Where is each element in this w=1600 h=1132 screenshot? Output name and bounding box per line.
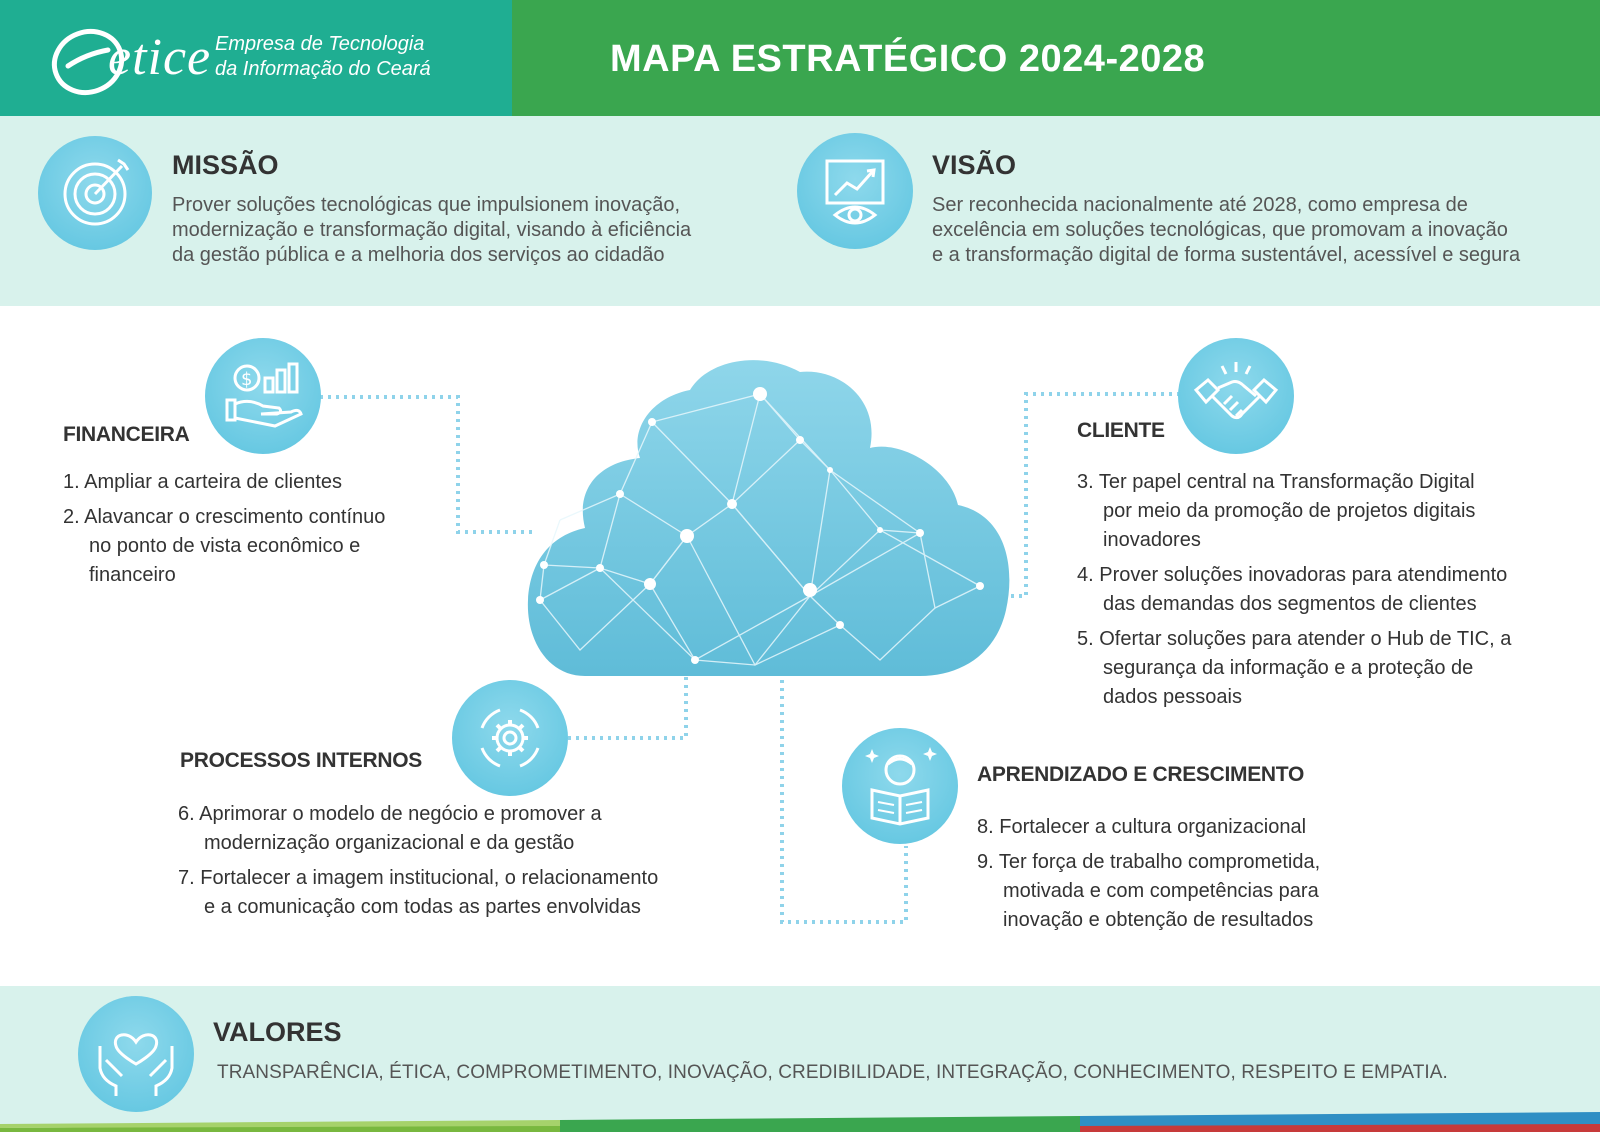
values-band: [0, 986, 1600, 1132]
target-icon: [38, 136, 152, 250]
objective-9: 9. Ter força de trabalho comprometida, motivada e com competências para inovação e obtenção de resultados: [977, 851, 1321, 931]
objective-2: 2. Alavancar o crescimento contínuo no ponto de vista econômico e financeiro: [63, 506, 386, 586]
cliente-title: CLIENTE: [1077, 419, 1165, 442]
aprendizado-title: APRENDIZADO E CRESCIMENTO: [977, 763, 1304, 786]
financeira-title: FINANCEIRA: [63, 423, 190, 446]
handshake-icon: [1178, 338, 1294, 454]
objective-1: 1. Ampliar a carteira de clientes: [63, 471, 343, 493]
financeira-objectives: [63, 468, 443, 596]
cloud-shape: [528, 360, 1010, 676]
page-title: MAPA ESTRATÉGICO 2024-2028: [610, 38, 1206, 80]
aprendizado-objectives: [977, 813, 1497, 941]
valores-title: VALORES: [213, 1017, 342, 1047]
processos-title: PROCESSOS INTERNOS: [180, 749, 422, 772]
valores-text: TRANSPARÊNCIA, ÉTICA, COMPROMETIMENTO, INOVAÇÃO, CREDIBILIDADE, INTEGRAÇÃO, CONHECIMENTO, RESPEITO E EMPATIA.: [217, 1062, 1448, 1083]
svg-text:$: $: [241, 369, 253, 390]
objective-8: 8. Fortalecer a cultura organizacional: [977, 816, 1307, 838]
logo-wordmark: etice: [108, 29, 212, 86]
visao-text: Ser reconhecida nacionalmente até 2028, como empresa de excelência em soluções tecnológicas, que promovam a inovação e a transformação digital de forma sustentável, acessível e segura: [932, 194, 1521, 266]
money-hand-icon: [205, 338, 321, 454]
objective-6: 6. Aprimorar o modelo de negócio e promover a modernização organizacional e da gestão: [178, 803, 602, 854]
missao-title: MISSÃO: [172, 150, 279, 180]
objective-3: 3. Ter papel central na Transformação Digital por meio da promoção de projetos digitais inovadores: [1077, 471, 1476, 551]
objective-7: 7. Fortalecer a imagem institucional, o relacionamento e a comunicação com todas as partes envolvidas: [178, 867, 659, 918]
cliente-objectives: [1077, 468, 1592, 718]
reading-person-icon: [842, 728, 958, 844]
missao-text: Prover soluções tecnológicas que impulsionem inovação, modernização e transformação digital, visando à eficiência da gestão pública e a melhoria dos serviços ao cidadão: [172, 194, 692, 266]
bottom-color-stripe: [0, 1112, 1600, 1132]
vision-chart-eye-icon: [797, 133, 913, 249]
heart-hands-icon: [78, 996, 194, 1112]
logo-subtitle: Empresa de Tecnologia da Informação do Ceará: [215, 33, 431, 80]
objective-4: 4. Prover soluções inovadoras para atendimento das demandas dos segmentos de clientes: [1077, 564, 1508, 615]
gear-cycle-icon: [452, 680, 568, 796]
visao-title: VISÃO: [932, 150, 1017, 180]
processos-objectives: [178, 800, 738, 928]
objective-5: 5. Ofertar soluções para atender o Hub de TIC, a segurança da informação e a proteção de dados pessoais: [1077, 628, 1512, 708]
